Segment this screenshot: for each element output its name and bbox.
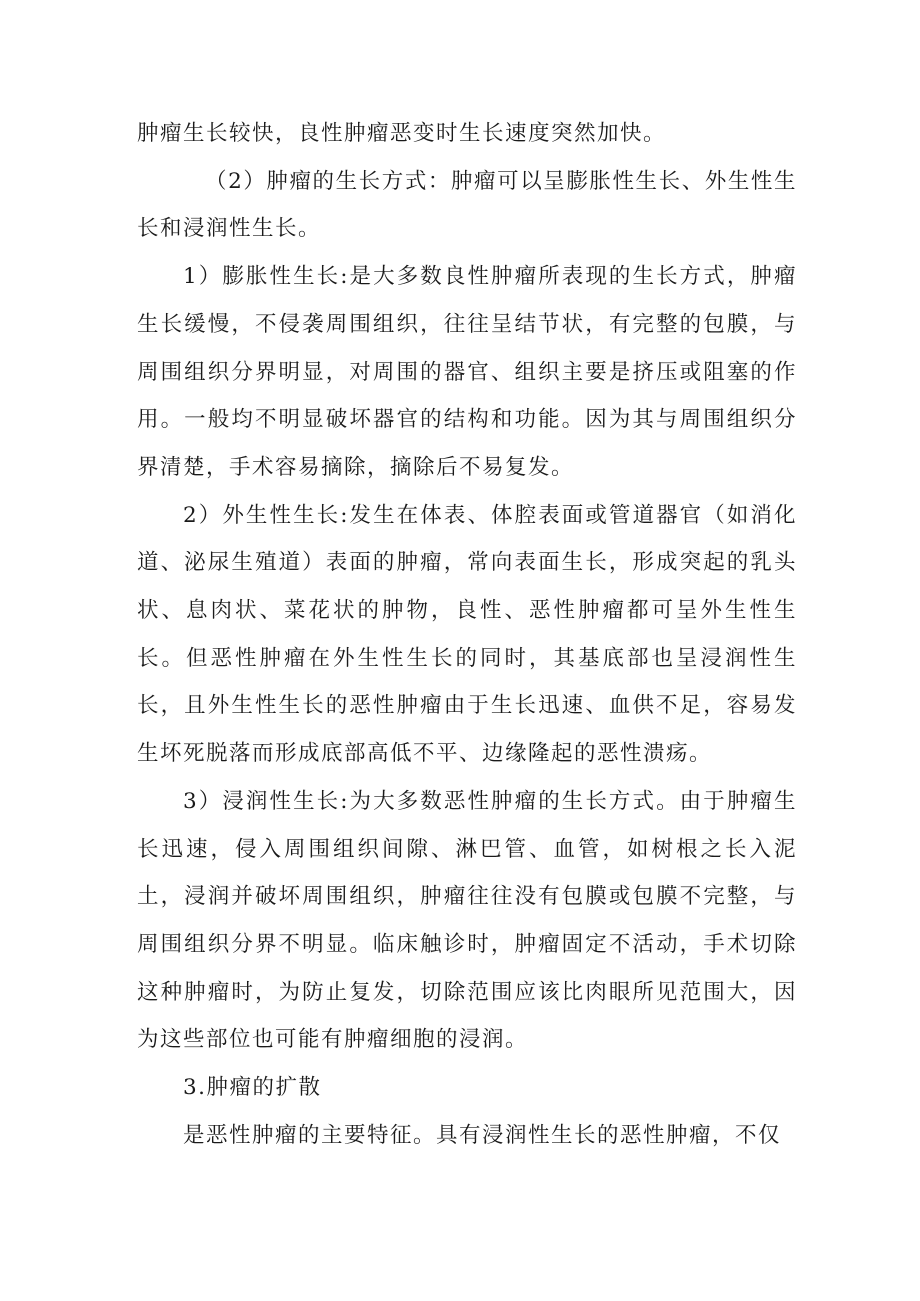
paragraph-exophytic-growth: 2）外生性生长:发生在体表、体腔表面或管道器官（如消化道、泌尿生殖道）表面的肿瘤，常向表面生长，形成突起的乳头状、息肉状、菜花状的肿物，良性、恶性肿瘤都可呈外生性生长。但恶性肿瘤在外生性生长的同时，其基底部也呈浸润性生长，且外生性生长的恶性肿瘤由于生长迅速、血供不足，容易发生坏死脱落而形成底部高低不平、边缘隆起的恶性溃疡。 [137,502,797,767]
paragraph-growth-speed: 肿瘤生长较快，良性肿瘤恶变时生长速度突然加快。 [137,121,667,146]
paragraph-spread-intro: 是恶性肿瘤的主要特征。具有浸润性生长的恶性肿瘤，不仅 [183,1122,782,1148]
paragraph-invasive-growth: 3）浸润性生长:为大多数恶性肿瘤的生长方式。由于肿瘤生长迅速，侵入周围组织间隙、淋巴管、血管，如树根之长入泥土，浸润并破坏周围组织，肿瘤往往没有包膜或包膜不完整，与周围组织分界不明显。临床触诊时，肿瘤固定不活动，手术切除这种肿瘤时，为防止复发，切除范围应该比肉眼所见范围大，因为这些部位也可能有肿瘤细胞的浸润。 [137,788,797,1053]
section-heading-tumor-spread: 3.肿瘤的扩散 [183,1075,322,1101]
document-body [137,110,797,1159]
paragraph-expansive-growth: 1）膨胀性生长:是大多数良性肿瘤所表现的生长方式，肿瘤生长缓慢，不侵袭周围组织，往往呈结节状，有完整的包膜，与周围组织分界明显，对周围的器官、组织主要是挤压或阻塞的作用。一般均不明显破坏器官的结构和功能。因为其与周围组织分界清楚，手术容易摘除，摘除后不易复发。 [137,264,797,480]
paragraph-growth-modes: （2）肿瘤的生长方式：肿瘤可以呈膨胀性生长、外生性生长和浸润性生长。 [137,168,797,242]
